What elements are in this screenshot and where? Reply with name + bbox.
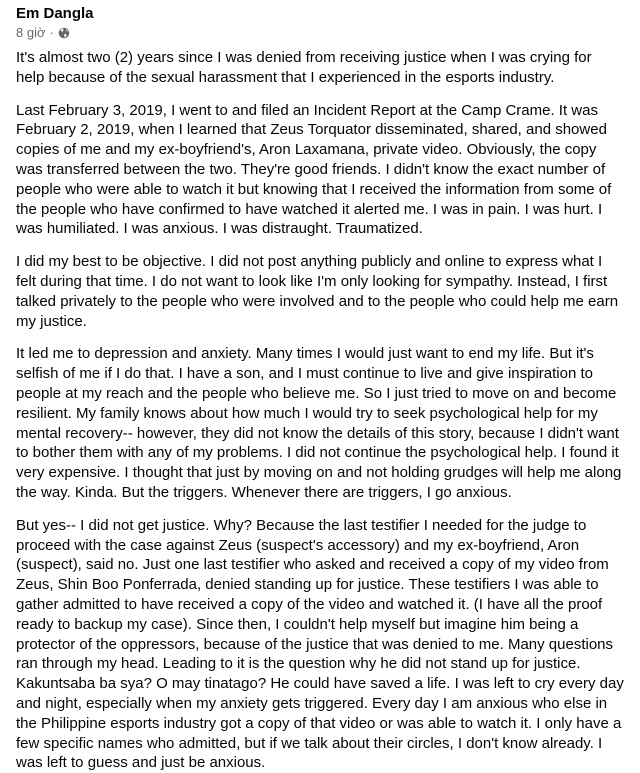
post-body: [16, 48, 624, 773]
globe-icon[interactable]: [58, 27, 70, 39]
post-paragraph: Last February 3, 2019, I went to and filed an Incident Report at the Camp Crame. It was February 2, 2019, when I learned that Zeus Torquator disseminated, shared, and showed copies of me and my ex-boyfriend's, Aron Laxamana, private video. Obviously, the copy was transferred between the two. They're good friends. I didn't know the exact number of people who were able to watch it but knowing that I received the information from some of the people who have confirmed to have watched it alerted me. I was in pain. I was hurt. I was humiliated. I was anxious. I was distraught. Traumatized.: [16, 101, 612, 238]
post-paragraph: It led me to depression and anxiety. Many times I would just want to end my life. But it's selfish of me if I do that. I have a son, and I must continue to live and give inspiration to people at my reach and the people who believe me. So I just tried to move on and become resilient. My family knows about how much I would try to seek psychological help for my mental recovery-- however, they did not know the details of this story, because I didn't want to bother them with any of my problems. I did not continue the psychological help. I found it very expensive. I thought that just by moving on and not holding grudges will help me along the way. Kinda. But the triggers. Whenever there are triggers, I go anxious.: [16, 345, 622, 501]
post-meta: [16, 25, 624, 41]
post-paragraph: But yes-- I did not get justice. Why? Because the last testifier I needed for the judge to proceed with the case against Zeus (suspect's accessory) and my ex-boyfriend, Aron (suspect), said no. Just one last testifier who asked and received a copy of my video from Zeus, Shin Boo Ponferrada, denied standing up for justice. These testifiers I was able to gather admitted to have received a copy of the video and watched it. (I have all the proof ready to backup my case). Since then, I couldn't help myself but imagine him being a protector of the oppressors, because of the justice that was denied to me. Many questions ran through my head. Leading to it is the question why he did not stand up for justice. Kakuntsaba ba sya? O may tinatago? He could have saved a life. I was left to cry every day and night, especially when my anxiety gets triggered. Every day I am anxious who else in the Philippine esports industry got a copy of that video or was able to watch it. I only have a few specific names who admitted, but if we talk about their circles, I don't know already. I was left to guess and just be anxious.: [16, 516, 624, 772]
meta-separator: ·: [49, 25, 54, 40]
author-name[interactable]: Em Dangla: [16, 5, 94, 22]
post-paragraph: I did my best to be objective. I did not post anything publicly and online to express what I felt during that time. I do not want to look like I'm only looking for sympathy. Instead, I first talked privately to the people who were involved and to the people who could help me earn my justice.: [16, 253, 619, 330]
post-paragraph: It's almost two (2) years since I was denied from receiving justice when I was crying for help because of the sexual harassment that I experienced in the esports industry.: [16, 49, 592, 86]
post-header: [16, 0, 624, 41]
post-timestamp[interactable]: 8 giờ: [16, 25, 46, 40]
